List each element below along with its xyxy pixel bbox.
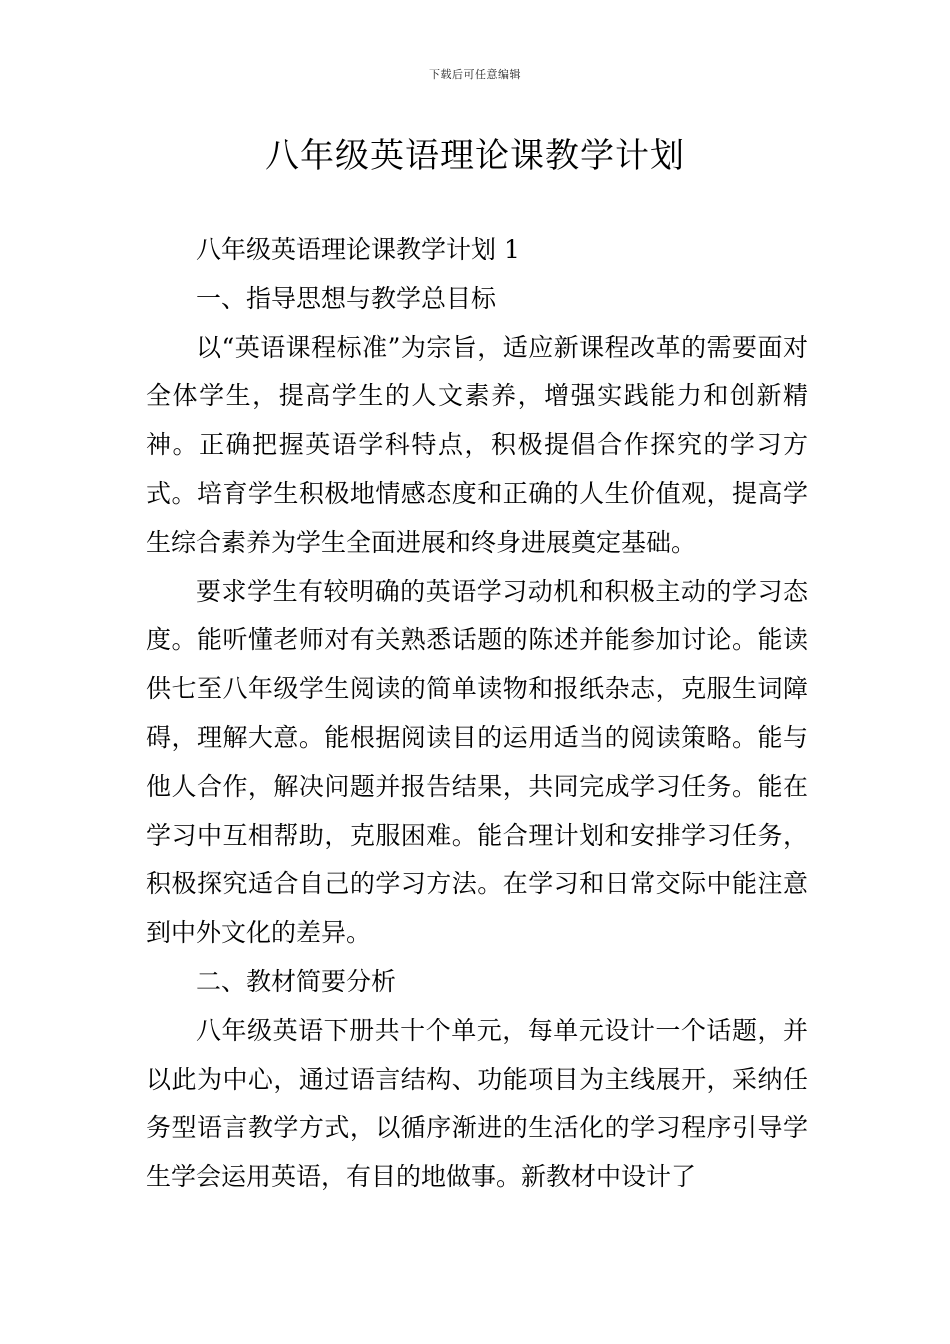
- paragraph-student-requirements: 要求学生有较明确的英语学习动机和积极主动的学习态度。能听懂老师对有关熟悉话题的陈述并能参加讨论。能读供七至八年级学生阅读的简单读物和报纸杂志，克服生词障碍，理解大意。能根据阅读目的运用适当的阅读策略。能与他人合作，解决问题并报告结果，共同完成学习任务。能在学习中互相帮助，克服困难。能合理计划和安排学习任务，积极探究适合自己的学习方法。在学习和日常交际中能注意到中外文化的差异。: [146, 576, 808, 948]
- paragraph-guiding-ideology: 以“英语课程标准”为宗旨，适应新课程改革的需要面对全体学生，提高学生的人文素养，增强实践能力和创新精神。正确把握英语学科特点，积极提倡合作探究的学习方式。培育学生积极地情感态度和正确的人生价值观，提高学生综合素养为学生全面进展和终身进展奠定基础。: [146, 332, 808, 557]
- paragraph-section-heading-1: 一、指导思想与教学总目标: [196, 283, 497, 313]
- document-body: [146, 226, 808, 1202]
- header-note: 下载后可任意编辑: [429, 68, 521, 81]
- document-title: 八年级英语理论课教学计划: [265, 136, 685, 176]
- paragraph-section-heading-2: 二、教材简要分析: [196, 966, 397, 996]
- paragraph-textbook-analysis: 八年级英语下册共十个单元，每单元设计一个话题，并以此为中心，通过语言结构、功能项目为主线展开，采纳任务型语言教学方式，以循序渐进的生活化的学习程序引导学生学会运用英语，有目的地做事。新教材中设计了: [146, 1015, 808, 1192]
- paragraph-subtitle: 八年级英语理论课教学计划 1: [196, 235, 520, 264]
